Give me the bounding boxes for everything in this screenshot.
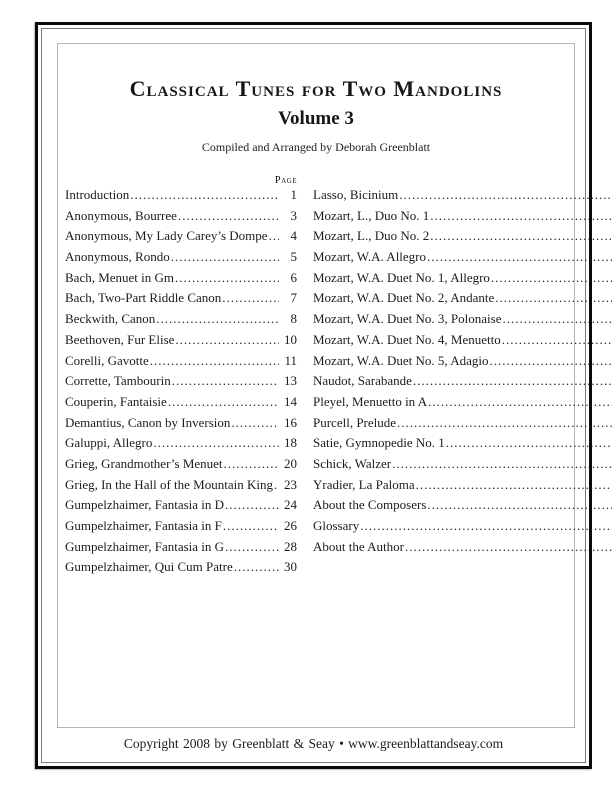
toc-leader-dots xyxy=(274,477,279,493)
toc-entry-title: Mozart, W.A. Duet No. 3, Polonaise xyxy=(313,311,502,327)
toc-entry-title: Lasso, Bicinium xyxy=(313,187,399,202)
toc-entry-page: 10 xyxy=(284,331,297,347)
toc-leader-dots xyxy=(428,394,612,410)
toc-leader-dots xyxy=(399,187,612,203)
toc-leader-dots xyxy=(427,497,612,513)
toc-entry-title: Couperin, Fantaisie xyxy=(65,393,167,409)
toc-entry xyxy=(65,311,297,332)
toc-entry xyxy=(65,456,297,477)
toc-entry-title: Glossary xyxy=(313,518,360,533)
toc-entry-page: 23 xyxy=(284,476,297,492)
toc-left-rows xyxy=(65,187,297,580)
toc-entry-page: 4 xyxy=(290,228,297,244)
toc-entry xyxy=(313,435,612,456)
toc-right-rows xyxy=(313,187,612,559)
toc-entry-page: 5 xyxy=(290,249,297,265)
toc-entry xyxy=(65,270,297,291)
toc-leader-dots xyxy=(225,497,279,513)
toc-entry-title: Introduction xyxy=(65,187,130,202)
toc-entry-title: Beckwith, Canon xyxy=(65,311,156,327)
toc-leader-dots xyxy=(153,435,279,451)
table-of-contents xyxy=(57,174,575,580)
toc-leader-dots xyxy=(222,290,279,306)
toc-leader-dots xyxy=(495,290,612,306)
toc-entry xyxy=(313,187,612,208)
toc-leader-dots xyxy=(130,187,279,203)
page-title: Classical Tunes for Two Mandolins xyxy=(129,76,503,101)
toc-entry xyxy=(65,559,297,580)
toc-entry-title: About the Author xyxy=(313,538,404,554)
page-column-header-left: Page xyxy=(274,175,297,186)
toc-entry xyxy=(313,456,612,477)
toc-entry xyxy=(313,311,612,332)
toc-leader-dots xyxy=(430,208,612,224)
toc-entry xyxy=(313,353,612,374)
toc-leader-dots xyxy=(175,332,279,348)
toc-leader-dots xyxy=(178,208,279,224)
toc-leader-dots xyxy=(405,539,612,555)
page-content xyxy=(57,43,575,728)
toc-entry xyxy=(313,290,612,311)
toc-entry-title: Anonymous, Rondo xyxy=(65,249,170,265)
toc-entry xyxy=(65,208,297,229)
toc-entry-title: Pleyel, Menuetto in A xyxy=(313,393,428,409)
toc-left-column xyxy=(65,174,297,580)
byline: Compiled and Arranged by Deborah Greenblatt xyxy=(201,140,431,154)
toc-entry-page: 11 xyxy=(284,352,297,368)
toc-leader-dots xyxy=(150,353,279,369)
toc-entry-title: Mozart, W.A. Duet No. 2, Andante xyxy=(313,290,495,306)
toc-entry-title: Gumpelzhaimer, Fantasia in D xyxy=(65,497,225,513)
toc-entry-page: 7 xyxy=(290,290,297,306)
toc-leader-dots xyxy=(168,394,279,410)
toc-entry xyxy=(65,497,297,518)
toc-leader-dots xyxy=(427,249,612,265)
toc-entry xyxy=(65,290,297,311)
toc-entry xyxy=(313,270,612,291)
toc-entry-page: 28 xyxy=(284,538,297,554)
toc-leader-dots xyxy=(225,539,279,555)
toc-leader-dots xyxy=(502,332,612,348)
toc-leader-dots xyxy=(171,249,279,265)
toc-entry xyxy=(65,249,297,270)
toc-entry-page: 14 xyxy=(284,393,297,409)
toc-entry-title: Mozart, W.A. Allegro xyxy=(313,249,427,265)
toc-entry xyxy=(65,435,297,456)
toc-entry xyxy=(65,373,297,394)
toc-entry-title: Gumpelzhaimer, Fantasia in F xyxy=(65,518,222,533)
toc-leader-dots xyxy=(224,456,279,472)
copyright-footer: Copyright 2008 by Greenblatt & Seay • www.greenblattandseay.com xyxy=(123,736,504,751)
toc-entry xyxy=(313,477,612,498)
toc-entry xyxy=(313,228,612,249)
toc-entry xyxy=(65,332,297,353)
toc-entry xyxy=(313,497,612,518)
toc-entry-page: 3 xyxy=(290,207,297,223)
toc-entry-title: Yradier, La Paloma xyxy=(313,476,415,492)
toc-entry-title: Bach, Two-Part Riddle Canon xyxy=(65,290,222,306)
toc-leader-dots xyxy=(223,518,279,534)
toc-entry xyxy=(65,394,297,415)
toc-entry-title: Satie, Gymnopedie No. 1 xyxy=(313,435,445,451)
page-column-header-right xyxy=(313,174,612,187)
toc-entry-page: 26 xyxy=(284,518,297,533)
toc-entry xyxy=(65,539,297,560)
toc-entry-title: Grieg, Grandmother’s Menuet xyxy=(65,455,223,471)
toc-entry xyxy=(313,332,612,353)
toc-leader-dots xyxy=(416,477,612,493)
toc-entry-page: 30 xyxy=(284,559,297,575)
toc-entry-title: About the Composers xyxy=(313,497,427,513)
toc-entry-page: 16 xyxy=(284,414,297,430)
toc-entry-title: Corelli, Gavotte xyxy=(65,352,149,368)
toc-entry-page: 13 xyxy=(284,373,297,389)
toc-leader-dots xyxy=(491,270,612,286)
toc-leader-dots xyxy=(360,518,612,534)
toc-entry-title: Mozart, W.A. Duet No. 5, Adagio xyxy=(313,352,489,368)
toc-entry-title: Mozart, L., Duo No. 1 xyxy=(313,207,430,223)
toc-leader-dots xyxy=(430,228,612,244)
toc-entry xyxy=(313,208,612,229)
toc-entry-title: Gumpelzhaimer, Fantasia in G xyxy=(65,538,225,554)
toc-entry xyxy=(313,394,612,415)
toc-entry xyxy=(313,415,612,436)
toc-entry xyxy=(65,518,297,539)
toc-entry-title: Mozart, W.A. Duet No. 4, Menuetto xyxy=(313,331,501,347)
toc-entry xyxy=(313,539,612,560)
toc-leader-dots xyxy=(392,456,612,472)
toc-entry-title: Corrette, Tambourin xyxy=(65,373,171,389)
volume-subtitle: Volume 3 xyxy=(278,108,354,129)
toc-entry-page: 1 xyxy=(290,187,297,202)
toc-entry-title: Anonymous, My Lady Carey’s Dompe xyxy=(65,228,268,244)
toc-leader-dots xyxy=(446,435,612,451)
toc-entry-title: Naudot, Sarabande xyxy=(313,373,412,389)
toc-right-column xyxy=(313,174,612,580)
toc-entry-page: 6 xyxy=(290,269,297,285)
toc-entry xyxy=(65,415,297,436)
toc-entry xyxy=(313,518,612,539)
toc-entry-title: Grieg, In the Hall of the Mountain King xyxy=(65,476,273,492)
toc-entry-title: Schick, Walzer xyxy=(313,455,392,471)
toc-entry-title: Mozart, W.A. Duet No. 1, Allegro xyxy=(313,269,490,285)
toc-entry-title: Bach, Menuet in Gm xyxy=(65,269,175,285)
toc-entry xyxy=(313,249,612,270)
toc-entry xyxy=(65,477,297,498)
toc-leader-dots xyxy=(172,373,279,389)
toc-entry-page: 18 xyxy=(284,435,297,451)
toc-entry-title: Purcell, Prelude xyxy=(313,414,397,430)
toc-entry-title: Anonymous, Bourree xyxy=(65,207,177,223)
toc-entry-page: 20 xyxy=(284,455,297,471)
toc-entry xyxy=(313,373,612,394)
toc-leader-dots xyxy=(234,559,279,575)
toc-leader-dots xyxy=(413,373,612,389)
toc-entry-title: Mozart, L., Duo No. 2 xyxy=(313,228,430,244)
toc-entry-title: Galuppi, Allegro xyxy=(65,435,153,451)
toc-leader-dots xyxy=(489,353,612,369)
toc-entry xyxy=(65,228,297,249)
toc-entry-title: Beethoven, Fur Elise xyxy=(65,331,175,347)
toc-leader-dots xyxy=(269,228,279,244)
toc-leader-dots xyxy=(397,415,612,431)
toc-entry-title: Demantius, Canon by Inversion xyxy=(65,414,231,430)
toc-leader-dots xyxy=(175,270,279,286)
toc-leader-dots xyxy=(502,311,612,327)
toc-entry-page: 24 xyxy=(284,497,297,513)
toc-entry-page: 8 xyxy=(290,311,297,327)
toc-entry xyxy=(65,187,297,208)
toc-leader-dots xyxy=(231,415,279,431)
toc-entry xyxy=(65,353,297,374)
toc-leader-dots xyxy=(156,311,279,327)
toc-entry-title: Gumpelzhaimer, Qui Cum Patre xyxy=(65,559,233,575)
